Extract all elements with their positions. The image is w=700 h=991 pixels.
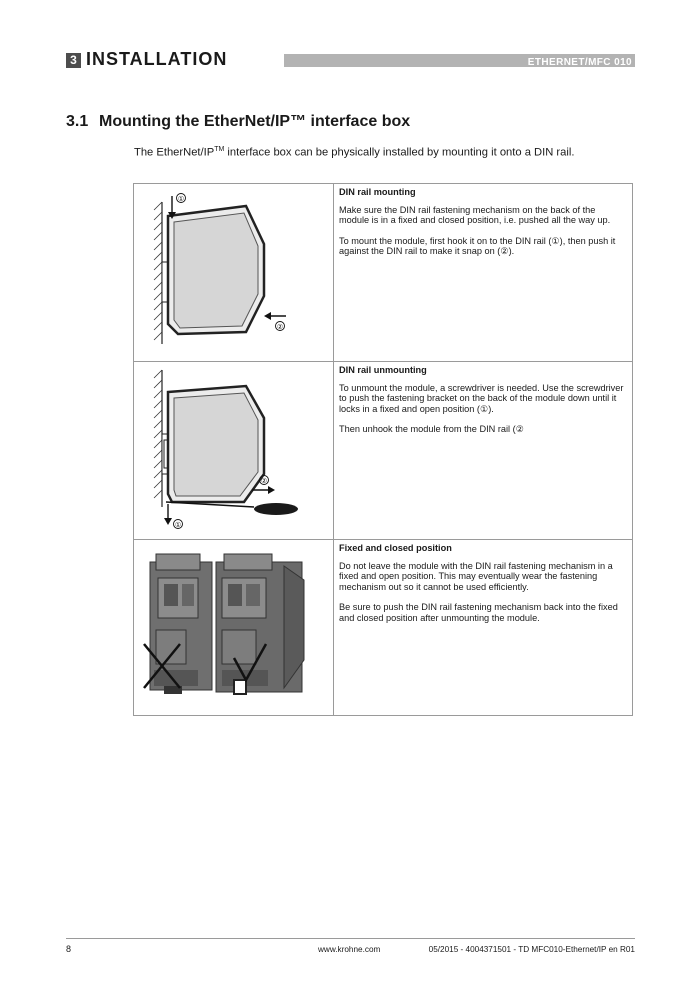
intro-superscript: TM (214, 146, 225, 153)
page-header (66, 49, 635, 70)
fixed-closed-photo (134, 540, 334, 715)
row-paragraph: Then unhook the module from the DIN rail (② (339, 424, 524, 435)
intro-text (134, 146, 574, 159)
footer-doc-id: 05/2015 - 4004371501 - TD MFC010-Ethernet/IP en R01 (428, 945, 635, 954)
row-paragraph: Do not leave the module with the DIN rail fastening mechanism in a fixed and open position. This may eventually wear the fastening mechanism out so it cannot be used efficiently. (339, 560, 613, 592)
callout-1-label: ① (177, 196, 185, 203)
module-comparison-image (134, 540, 333, 715)
table-row-mounting (134, 184, 632, 361)
page-footer (66, 942, 635, 956)
row-paragraph: Make sure the DIN rail fastening mechanism on the back of the module is in a fixed and closed position, i.e. pushed all the way up. (339, 204, 611, 226)
table-row-fixed-closed (134, 539, 632, 715)
product-name: ETHERNET/MFC 010 (527, 57, 632, 68)
table-row-unmounting (134, 361, 632, 539)
section-title-text: Mounting the EtherNet/IP™ interface box (99, 113, 411, 130)
callout-1-label: ① (174, 522, 182, 529)
din-rail-mounting-diagram (134, 184, 333, 361)
intro-text-part: interface box can be physically installed by mounting it onto a DIN rail. (224, 146, 575, 159)
header-bar (284, 54, 635, 67)
mounting-text (339, 187, 626, 267)
module-open-position (150, 554, 212, 694)
instruction-table (133, 183, 633, 716)
section-number: 3.1 (66, 113, 89, 130)
fixed-closed-text (339, 543, 626, 634)
unmounting-text (339, 365, 626, 445)
row-paragraph: To unmount the module, a screwdriver is needed. Use the screwdriver to push the fastening bracket on the back of the module down until it locks in a fixed and open position (①). (339, 382, 624, 414)
unmounting-illustration (134, 362, 334, 539)
intro-text-part: The EtherNet/IP (134, 146, 215, 159)
callout-2-label: ② (260, 478, 268, 485)
row-heading: Fixed and closed position (339, 543, 452, 553)
footer-divider (66, 938, 635, 939)
row-paragraph: To mount the module, first hook it on to the DIN rail (①), then push it against the DIN rail to make it snap on (②). (339, 235, 616, 257)
row-heading: DIN rail mounting (339, 187, 416, 197)
row-heading: DIN rail unmounting (339, 365, 427, 375)
din-rail-unmounting-diagram (134, 362, 333, 539)
section-title (66, 113, 410, 131)
chapter-number-badge: 3 (66, 53, 81, 68)
module-closed-position (216, 554, 304, 694)
page-number: 8 (66, 944, 72, 954)
footer-url[interactable]: www.krohne.com (318, 945, 381, 954)
chapter-title: INSTALLATION (86, 49, 228, 69)
row-paragraph: Be sure to push the DIN rail fastening mechanism back into the fixed and closed position after unmounting the module. (339, 602, 618, 623)
mounting-illustration (134, 184, 334, 361)
callout-2-label: ② (276, 324, 284, 331)
